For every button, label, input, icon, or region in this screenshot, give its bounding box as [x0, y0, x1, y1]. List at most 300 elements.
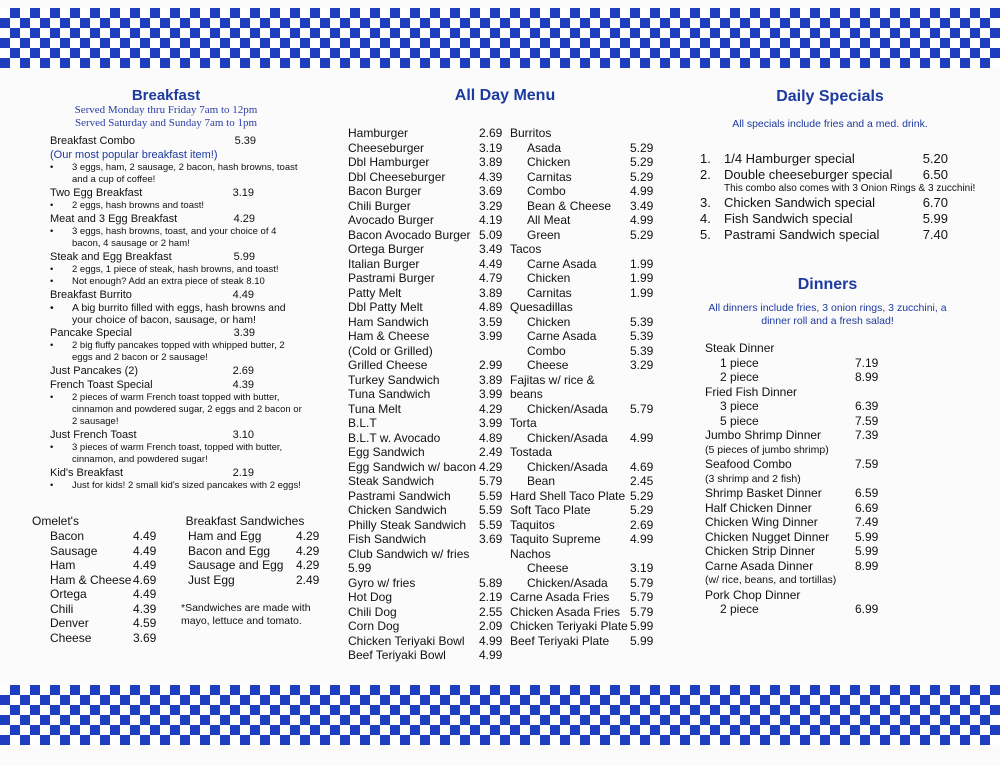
item-price: 1.99: [630, 285, 654, 300]
item-name: Pastrami Burger: [348, 271, 435, 285]
dinner-item: [705, 544, 905, 559]
item-name: 3 piece: [720, 399, 759, 413]
item-name: Chicken Strip Dinner: [705, 544, 816, 558]
menu-item: Breakfast Combo 5.39: [50, 135, 256, 147]
item-name: Carne Asada: [527, 329, 597, 343]
item-description: • 3 eggs, hash browns, toast, and your choice of 4 bacon, 4 sausage or 2 ham!: [50, 226, 277, 249]
item-number: 1.: [700, 151, 711, 166]
item-description: • 3 eggs, ham, 2 sausage, 2 bacon, hash browns, toast and a cup of coffee!: [50, 162, 298, 185]
item-name: Patty Melt: [348, 285, 402, 300]
menu-item: [348, 141, 514, 156]
item-name: 2 piece: [720, 602, 759, 616]
item-name: Grilled Cheese: [348, 358, 428, 372]
item-name: 5 piece: [720, 413, 759, 428]
breakfast-sandwiches-title: Breakfast Sandwiches: [185, 514, 305, 528]
special-item: [700, 151, 948, 167]
dinner-item: [705, 472, 905, 487]
item-name: Tacos: [510, 242, 542, 256]
omelets-title: Omelet's: [32, 514, 79, 528]
item-price: 5.79: [630, 604, 654, 619]
item-price: 4.89: [479, 300, 503, 314]
item-price: [630, 300, 670, 315]
daily-specials-list: [700, 151, 976, 243]
menu-item: [510, 561, 670, 576]
all-day-right-list: [510, 126, 670, 648]
item-price: 2.69: [630, 517, 654, 532]
menu-item: [348, 213, 514, 228]
item-price: 5.79: [630, 401, 654, 416]
menu-item: [348, 155, 514, 170]
item-name: Bacon Burger: [348, 184, 422, 198]
item-name: Dbl Patty Melt: [348, 300, 423, 314]
item-name: Ham and Egg: [188, 529, 262, 543]
item-name: Denver: [50, 616, 89, 630]
menu-item: [510, 184, 670, 199]
omelet-item: [32, 573, 157, 588]
menu-item: [348, 518, 514, 533]
item-price: 4.79: [479, 271, 503, 285]
item-price: 3.19: [479, 140, 503, 155]
item-price: 7.39: [855, 428, 879, 442]
item-description: • 2 eggs, hash browns and toast!: [50, 200, 205, 211]
item-name: (5 pieces of jumbo shrimp): [705, 443, 829, 456]
menu-item: [510, 431, 670, 446]
item-price: [630, 242, 670, 257]
item-price: 3.99: [479, 329, 503, 343]
item-price: 3.49: [479, 242, 503, 256]
item-price: 1.99: [630, 271, 654, 285]
item-name: Hamburger: [348, 126, 409, 140]
dinner-item: [705, 588, 905, 603]
breakfast-hours-weekend: Served Saturday and Sunday 7am to 1pm: [74, 117, 258, 129]
item-name: Chicken/Asada: [527, 401, 608, 416]
item-price: 6.39: [855, 399, 879, 413]
menu-item: [348, 431, 514, 446]
item-name: Combo: [527, 184, 566, 198]
special-item: [700, 195, 948, 211]
item-name: Avocado Burger: [348, 213, 434, 227]
item-name: Tuna Sandwich: [348, 387, 431, 401]
item-name: Steak Sandwich: [348, 474, 435, 488]
item-name: Nachos: [510, 546, 551, 561]
item-name: Fajitas w/ rice & beans: [510, 372, 595, 401]
item-name: Jumbo Shrimp Dinner: [705, 428, 822, 442]
menu-item: [348, 315, 514, 330]
menu-item: [348, 605, 514, 620]
item-price: [630, 126, 670, 141]
item-name: 1 piece: [720, 355, 759, 370]
omelet-item: [32, 616, 157, 631]
item-price: 5.99: [855, 529, 879, 544]
menu-item: Two Egg Breakfast 3.19: [50, 187, 254, 199]
item-name: Combo: [527, 343, 566, 358]
menu-item: [348, 532, 514, 547]
item-description: • 2 big fluffy pancakes topped with whipped butter, 2 eggs and 2 bacon or 2 sausage!: [50, 340, 285, 363]
all-day-left-list: [348, 126, 514, 663]
item-name: Fried Fish Dinner: [705, 384, 798, 399]
menu-item: [510, 634, 670, 649]
item-number: 5.: [700, 227, 711, 242]
menu-item: [510, 228, 670, 243]
menu-item: [348, 286, 514, 301]
menu-item: [348, 503, 514, 518]
menu-item: [348, 257, 514, 272]
daily-specials-subtitle: All specials include fries and a med. drink.: [732, 118, 928, 130]
item-price: 7.40: [922, 227, 948, 242]
menu-item: [348, 561, 514, 576]
item-number: 3.: [700, 195, 711, 210]
item-price: 5.39: [630, 314, 654, 329]
menu-item: [348, 242, 514, 257]
menu-item: [510, 358, 670, 373]
menu-item: [510, 503, 670, 518]
item-name: Sausage: [50, 543, 98, 558]
menu-item: [510, 300, 670, 315]
item-name: Pastrami Sandwich special: [724, 227, 880, 242]
menu-item: [510, 590, 670, 605]
item-name: Carne Asada Fries: [510, 590, 610, 604]
item-name: Cheese: [50, 630, 92, 645]
item-price: [630, 547, 670, 562]
item-name: Chicken/Asada: [527, 459, 608, 474]
item-name: Chicken Teriyaki Bowl: [348, 633, 465, 648]
item-price: 4.49: [133, 558, 157, 572]
item-price: 5.79: [479, 474, 503, 488]
menu-item: [348, 170, 514, 185]
item-price: 3.69: [479, 184, 503, 198]
item-price: 3.69: [479, 532, 503, 546]
item-name: Ham: [50, 558, 76, 572]
item-price: 5.79: [630, 590, 654, 604]
menu-item: [510, 141, 670, 156]
item-number: 4.: [700, 211, 711, 226]
menu-item: [510, 605, 670, 620]
item-name: Fish Sandwich special: [724, 211, 853, 226]
daily-specials-section: [700, 88, 960, 130]
breakfast-section: [50, 87, 302, 492]
item-name: Chicken Sandwich special: [724, 195, 876, 210]
item-price: 5.59: [479, 488, 503, 503]
item-name: Soft Taco Plate: [510, 503, 591, 517]
item-price: 4.99: [479, 648, 503, 662]
item-price: 4.49: [133, 543, 157, 558]
daily-specials-title: Daily Specials: [776, 88, 884, 105]
item-name: Egg Sandwich w/ bacon: [348, 459, 477, 474]
menu-item: [348, 460, 514, 475]
item-price: 3.29: [479, 198, 503, 213]
menu-item: Breakfast Burrito 4.49: [50, 289, 254, 301]
item-name: Egg Sandwich: [348, 445, 425, 459]
item-price: 3.99: [479, 416, 503, 430]
dinners-list: [705, 341, 905, 617]
item-price: 4.29: [479, 401, 503, 416]
item-price: 5.39: [630, 329, 654, 343]
item-price: 3.69: [133, 630, 157, 645]
item-name: Ham Sandwich: [348, 314, 429, 329]
item-name: Sausage and Egg: [188, 558, 284, 572]
item-price: [630, 373, 670, 402]
item-price: 4.99: [630, 532, 654, 546]
all-day-title: All Day Menu: [454, 87, 556, 104]
breakfast-title: Breakfast: [131, 87, 201, 104]
item-price: 2.49: [296, 572, 320, 587]
item-price: 2.49: [479, 445, 503, 459]
item-name: Philly Steak Sandwich: [348, 517, 467, 532]
item-name: Torta: [510, 416, 537, 430]
menu-item: [348, 416, 514, 431]
dinner-item: [705, 457, 905, 472]
item-name: Hard Shell Taco Plate: [510, 488, 626, 503]
item-number: 2.: [700, 167, 711, 182]
item-name: Carne Asada: [527, 256, 597, 271]
item-name: Quesadillas: [510, 300, 573, 314]
item-name: Chicken/Asada: [527, 575, 608, 590]
item-description: • 2 eggs, 1 piece of steak, hash browns, and toast!: [50, 264, 279, 275]
item-price: 2.45: [630, 474, 654, 488]
item-price: 4.49: [133, 529, 157, 543]
menu-item: [348, 329, 514, 344]
item-price: 7.19: [855, 355, 879, 370]
item-name: All Meat: [527, 213, 571, 227]
menu-item: [510, 199, 670, 214]
sandwich-item: [170, 558, 320, 573]
item-price: 3.19: [630, 561, 654, 575]
item-price: 5.99: [855, 544, 879, 558]
item-description: • Just for kids! 2 small kid's sized pancakes with 2 eggs!: [50, 480, 301, 491]
item-price: 5.99: [630, 619, 654, 633]
breakfast-sandwiches-section: [170, 514, 320, 628]
item-price: 3.29: [630, 358, 654, 372]
item-price: 7.59: [855, 457, 879, 471]
menu-item: [510, 126, 670, 141]
item-price: 5.59: [479, 517, 503, 532]
item-name: Bean: [527, 474, 556, 488]
menu-item: [510, 576, 670, 591]
omelet-item: [32, 558, 157, 573]
special-item: [700, 167, 948, 183]
item-price: 5.29: [630, 503, 654, 517]
item-name: Chicken Sandwich: [348, 503, 447, 517]
item-name: Ham & Cheese: [348, 329, 430, 343]
item-price: 3.99: [479, 387, 503, 401]
item-name: Half Chicken Dinner: [705, 500, 812, 515]
menu-item: [348, 358, 514, 373]
item-name: Seafood Combo: [705, 457, 792, 471]
item-price: 4.89: [479, 430, 503, 445]
item-name: 1/4 Hamburger special: [724, 151, 855, 166]
item-name: 5.99: [348, 561, 372, 575]
menu-item: [510, 445, 670, 460]
item-price: 5.99: [630, 633, 654, 648]
menu-item: [348, 228, 514, 243]
item-name: Chili: [50, 601, 74, 616]
item-price: 5.29: [630, 227, 654, 242]
menu-item: [348, 126, 514, 141]
item-price: 4.29: [296, 529, 320, 543]
menu-item: Steak and Egg Breakfast 5.99: [50, 251, 255, 263]
item-name: Bacon Avocado Burger: [348, 227, 471, 242]
item-name: Chicken Wing Dinner: [705, 515, 818, 529]
menu-item: [510, 532, 670, 547]
menu-item: [510, 518, 670, 533]
special-item: [700, 211, 948, 227]
sandwich-item: [170, 544, 320, 559]
item-name: Double cheeseburger special: [724, 167, 893, 182]
menu-item: Just Pancakes (2) 2.69: [50, 365, 254, 377]
menu-item: [348, 474, 514, 489]
sandwich-item: [170, 529, 320, 544]
dinner-item: [705, 515, 905, 530]
item-price: 6.50: [922, 167, 948, 182]
item-price: 3.59: [479, 314, 503, 329]
item-price: 4.49: [479, 256, 503, 271]
item-price: 3.49: [630, 198, 654, 213]
item-price: 5.59: [479, 503, 503, 517]
menu-item: [348, 547, 514, 562]
item-price: 5.99: [922, 211, 948, 226]
item-name: Italian Burger: [348, 256, 420, 271]
item-name: Cheese: [527, 358, 569, 372]
dinners-subtitle: All dinners include fries, 3 onion rings, 3 zucchini, a dinner roll and a fresh salad!: [708, 302, 947, 327]
item-name: Tostada: [510, 445, 553, 459]
item-name: Chicken Teriyaki Plate: [510, 619, 628, 633]
item-price: 4.39: [479, 169, 503, 184]
dinner-item: [705, 501, 905, 516]
menu-item: [510, 402, 670, 417]
menu-item: [348, 648, 514, 663]
item-price: 5.20: [922, 151, 948, 166]
item-name: (Cold or Grilled): [348, 343, 433, 358]
menu-item: Just French Toast 3.10: [50, 429, 254, 441]
menu-item: [348, 344, 514, 359]
item-price: 5.39: [630, 343, 654, 358]
item-name: Ortega: [50, 587, 87, 601]
menu-item: [510, 619, 670, 634]
item-price: 7.49: [855, 515, 879, 529]
item-price: 3.89: [479, 155, 503, 169]
item-price: 5.29: [630, 155, 654, 169]
item-price: 5.29: [630, 488, 654, 503]
item-description: • Not enough? Add an extra piece of steak 8.10: [50, 276, 265, 287]
item-name: Club Sandwich w/ fries: [348, 546, 470, 561]
dinner-item: [705, 399, 905, 414]
item-price: 4.19: [479, 213, 503, 227]
item-name: B.L.T w. Avocado: [348, 430, 441, 445]
menu-item: [510, 286, 670, 301]
dinner-item: [705, 602, 905, 617]
item-price: 2.55: [479, 604, 503, 619]
menu-item: [510, 242, 670, 257]
dinner-item: [705, 414, 905, 429]
item-name: Beef Teriyaki Bowl: [348, 648, 446, 662]
menu-item: [348, 619, 514, 634]
item-name: Beef Teriyaki Plate: [510, 633, 610, 648]
dinner-item: [705, 486, 905, 501]
item-name: Chicken: [527, 314, 571, 329]
item-price: [630, 416, 670, 431]
item-name: Chicken/Asada: [527, 430, 608, 445]
menu-item: Kid's Breakfast 2.19: [50, 467, 254, 479]
item-name: Cheeseburger: [348, 140, 425, 155]
menu-item: [348, 489, 514, 504]
item-price: 1.99: [630, 256, 654, 271]
item-name: Chicken Asada Fries: [510, 604, 621, 619]
menu-item: [510, 155, 670, 170]
item-price: [479, 547, 514, 562]
item-name: Asada: [527, 140, 562, 155]
dinner-item: [705, 356, 905, 371]
combo-note: This combo also comes with 3 Onion Rings & 3 zucchini!: [724, 183, 976, 194]
item-price: 4.29: [296, 543, 320, 558]
dinner-item: [705, 428, 905, 443]
item-price: 4.99: [630, 213, 654, 227]
omelets-section: [32, 514, 157, 645]
item-price: 2.19: [479, 590, 503, 604]
item-name: Tuna Melt: [348, 401, 401, 416]
sandwich-note: *Sandwiches are made with mayo, lettuce and tomato.: [181, 602, 311, 627]
omelet-item: [32, 631, 157, 646]
menu-item: [510, 460, 670, 475]
item-price: [630, 445, 670, 460]
dinner-item: [705, 370, 905, 385]
menu-item: [348, 402, 514, 417]
item-price: 2.09: [479, 619, 503, 633]
item-price: 4.29: [296, 558, 320, 572]
item-name: Corn Dog: [348, 619, 400, 633]
item-name: B.L.T: [348, 416, 377, 430]
item-price: 5.29: [630, 169, 654, 184]
item-name: Chili Burger: [348, 198, 411, 213]
item-price: 4.99: [630, 184, 654, 198]
dinner-item: [705, 573, 905, 588]
item-name: Ortega Burger: [348, 242, 425, 256]
menu-item: [348, 271, 514, 286]
menu-item: [348, 184, 514, 199]
item-name: Hot Dog: [348, 590, 393, 604]
item-name: Chili Dog: [348, 604, 397, 619]
item-price: 5.89: [479, 575, 503, 590]
dinners-section: [700, 276, 955, 328]
menu-item: [348, 576, 514, 591]
item-price: [479, 344, 514, 359]
menu-item: [510, 257, 670, 272]
item-price: 4.39: [133, 601, 157, 616]
menu-item: [510, 170, 670, 185]
item-description: • 2 pieces of warm French toast topped with butter, cinnamon and powdered sugar, 2 eggs and 2 bacon or 2 sausage!: [50, 392, 302, 427]
item-name: Turkey Sandwich: [348, 372, 440, 387]
menu-item: [348, 199, 514, 214]
omelet-item: [32, 602, 157, 617]
menu-item: French Toast Special 4.39: [50, 379, 254, 391]
item-price: 2.99: [479, 358, 503, 372]
item-price: 2.69: [479, 126, 503, 140]
checkered-border-bottom: [0, 685, 1000, 745]
item-description: • 3 pieces of warm French toast, topped with butter, cinnamon, and powdered sugar!: [50, 442, 283, 465]
item-name: Burritos: [510, 126, 552, 140]
item-name: Bacon and Egg: [188, 543, 271, 558]
item-price: 3.89: [479, 372, 503, 387]
item-name: Dbl Hamburger: [348, 155, 430, 169]
item-name: Pastrami Sandwich: [348, 488, 451, 503]
item-price: 7.59: [855, 413, 879, 428]
omelet-item: [32, 544, 157, 559]
menu-item: Meat and 3 Egg Breakfast 4.29: [50, 213, 255, 225]
item-price: 4.99: [479, 633, 503, 648]
menu-item: [348, 300, 514, 315]
omelet-item: [32, 587, 157, 602]
item-price: 3.89: [479, 285, 503, 300]
item-name: Green: [527, 227, 561, 242]
